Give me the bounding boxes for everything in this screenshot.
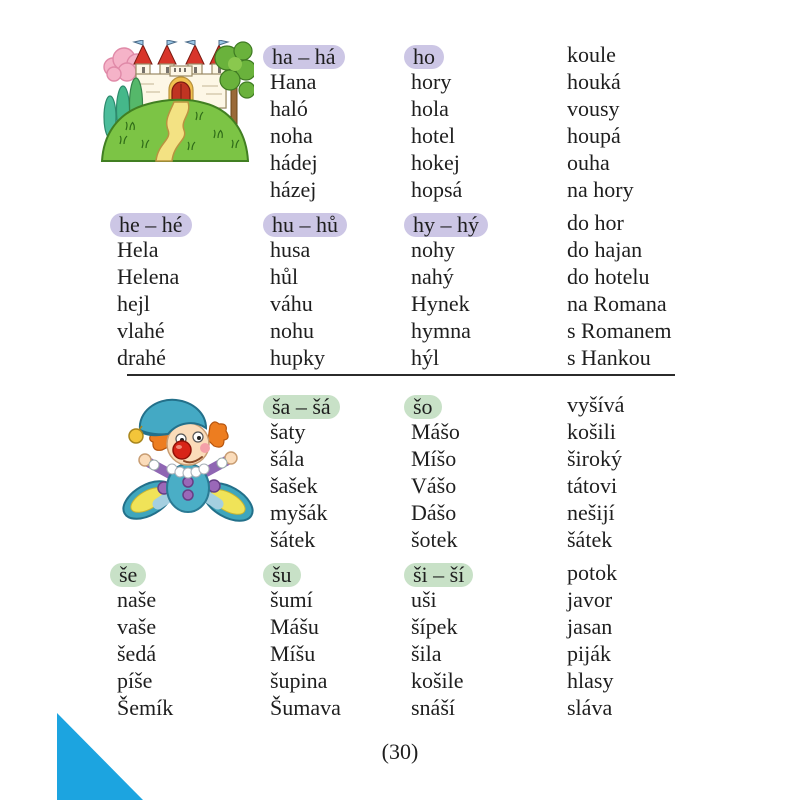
- section-divider: [127, 374, 675, 376]
- word-column: [270, 391, 340, 553]
- section-ha-ho: [117, 41, 800, 205]
- syllable-header: ša – šá: [263, 395, 340, 419]
- word-item: píše: [117, 668, 153, 693]
- word-item: šípek: [411, 614, 458, 639]
- syllable-header: ši – ší: [404, 563, 473, 587]
- word-item: husa: [270, 237, 311, 262]
- word-item: potok: [567, 560, 618, 585]
- syllable-header: šo: [404, 395, 442, 419]
- word-item: koule: [567, 42, 616, 67]
- word-item: ouha: [567, 150, 610, 175]
- word-item: Vášo: [411, 473, 457, 498]
- word-item: hádej: [270, 150, 318, 175]
- word-column: [411, 209, 488, 371]
- word-item: hory: [411, 69, 452, 94]
- word-item: houpá: [567, 123, 621, 148]
- word-item: nohu: [270, 318, 314, 343]
- word-item: houká: [567, 69, 621, 94]
- syllable-header: ho: [404, 45, 444, 69]
- word-item: šátek: [270, 527, 316, 552]
- word-column: [270, 41, 345, 203]
- word-item: Míšu: [270, 641, 316, 666]
- word-item: Hynek: [411, 291, 470, 316]
- word-item: vousy: [567, 96, 620, 121]
- word-item: tátovi: [567, 473, 618, 498]
- word-item: nešijí: [567, 500, 615, 525]
- word-column: [567, 209, 672, 371]
- word-item: hopsá: [411, 177, 463, 202]
- word-item: hupky: [270, 345, 325, 370]
- word-item: vyšívá: [567, 392, 625, 417]
- word-item: s Hankou: [567, 345, 651, 370]
- word-item: hymna: [411, 318, 471, 343]
- word-item: jasan: [567, 614, 613, 639]
- word-item: šašek: [270, 473, 318, 498]
- word-item: široký: [567, 446, 622, 471]
- word-item: házej: [270, 177, 317, 202]
- section-se-su-si: [117, 559, 800, 723]
- word-item: na Romana: [567, 291, 667, 316]
- word-item: hokej: [411, 150, 460, 175]
- word-item: šála: [270, 446, 305, 471]
- word-item: Šumava: [270, 695, 341, 720]
- word-column: [270, 559, 341, 721]
- word-item: do hotelu: [567, 264, 650, 289]
- word-item: na hory: [567, 177, 634, 202]
- word-item: šedá: [117, 641, 157, 666]
- word-item: váhu: [270, 291, 313, 316]
- word-item: Hana: [270, 69, 317, 94]
- word-item: uši: [411, 587, 437, 612]
- word-item: Dášo: [411, 500, 457, 525]
- word-item: vaše: [117, 614, 157, 639]
- word-item: košile: [411, 668, 464, 693]
- word-item: hola: [411, 96, 449, 121]
- word-item: košili: [567, 419, 616, 444]
- word-item: drahé: [117, 345, 166, 370]
- word-item: hotel: [411, 123, 455, 148]
- word-column: [411, 391, 460, 553]
- word-item: vlahé: [117, 318, 165, 343]
- word-item: hůl: [270, 264, 299, 289]
- word-column: [117, 209, 192, 371]
- word-item: hlasy: [567, 668, 614, 693]
- word-item: nohy: [411, 237, 455, 262]
- word-column: [567, 391, 624, 553]
- syllable-header: hy – hý: [404, 213, 488, 237]
- word-item: do hajan: [567, 237, 643, 262]
- word-item: šátek: [567, 527, 613, 552]
- word-item: snáší: [411, 695, 455, 720]
- word-item: Mášo: [411, 419, 460, 444]
- word-item: do hor: [567, 210, 624, 235]
- syllable-header: hu – hů: [263, 213, 347, 237]
- page-number: (30): [381, 739, 419, 764]
- word-item: noha: [270, 123, 313, 148]
- word-item: sláva: [567, 695, 613, 720]
- word-item: šotek: [411, 527, 458, 552]
- word-item: Míšo: [411, 446, 457, 471]
- word-item: Hela: [117, 237, 159, 262]
- word-item: šila: [411, 641, 442, 666]
- syllable-header: šu: [263, 563, 301, 587]
- word-column: [411, 41, 462, 203]
- word-item: šupina: [270, 668, 328, 693]
- syllable-header: he – hé: [110, 213, 192, 237]
- word-item: naše: [117, 587, 157, 612]
- word-item: haló: [270, 96, 308, 121]
- word-column: [411, 559, 473, 721]
- word-column: [117, 559, 173, 721]
- word-item: piják: [567, 641, 611, 666]
- word-column: [270, 209, 347, 371]
- word-item: Helena: [117, 264, 180, 289]
- word-item: myšák: [270, 500, 328, 525]
- word-item: s Romanem: [567, 318, 672, 343]
- syllable-header: še: [110, 563, 146, 587]
- section-sa-so: [117, 391, 800, 555]
- word-item: Mášu: [270, 614, 319, 639]
- word-item: nahý: [411, 264, 454, 289]
- syllable-header: ha – há: [263, 45, 345, 69]
- word-item: javor: [567, 587, 613, 612]
- word-item: šumí: [270, 587, 313, 612]
- section-he-hu-hy: [117, 209, 800, 373]
- word-item: šaty: [270, 419, 306, 444]
- word-column: [567, 559, 617, 721]
- word-item: Šemík: [117, 695, 174, 720]
- word-item: hejl: [117, 291, 150, 316]
- word-item: hýl: [411, 345, 440, 370]
- word-column: [567, 41, 634, 203]
